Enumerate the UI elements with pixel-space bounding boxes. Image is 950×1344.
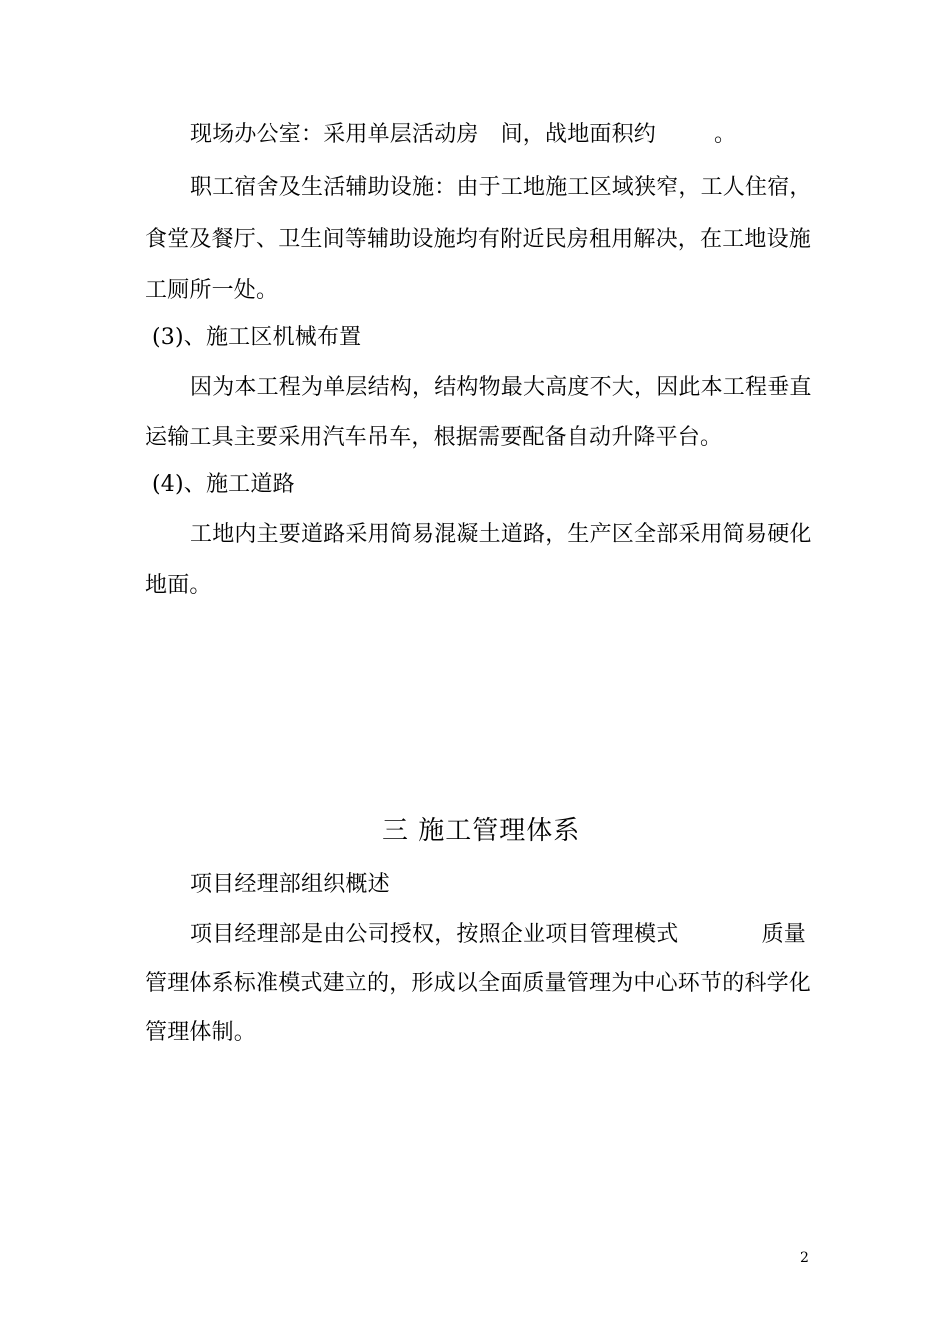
machinery-line-2: 运输工具主要采用汽车吊车，根据需要配备自动升降平台。 xyxy=(145,425,723,450)
management-text-a: 项目经理部是由公司授权，按照企业项目管理模式 xyxy=(190,922,679,947)
road-line-1: 工地内主要道路采用简易混凝土道路，生产区全部采用简易硬化 xyxy=(190,522,812,547)
section-subtitle: 项目经理部组织概述 xyxy=(190,872,390,897)
office-text-b: 间，战地面积约 xyxy=(500,122,657,147)
management-line-1 xyxy=(190,921,806,949)
road-line-2: 地面。 xyxy=(145,573,212,598)
section-title: 三 施工管理体系 xyxy=(382,816,581,846)
office-text-c: 。 xyxy=(714,122,737,147)
office-text-a: 现场办公室：采用单层活动房 xyxy=(190,122,479,147)
office-line xyxy=(190,121,736,149)
management-text-b: 质量 xyxy=(761,922,806,947)
management-line-2: 管理体系标准模式建立的，形成以全面质量管理为中心环节的科学化 xyxy=(145,971,812,996)
dormitory-line-3: 工厕所一处。 xyxy=(145,278,279,303)
dormitory-line-2: 食堂及餐厅、卫生间等辅助设施均有附近民房租用解决，在工地设施 xyxy=(145,227,812,252)
management-line-3: 管理体制。 xyxy=(145,1020,257,1045)
road-heading: (4)、施工道路 xyxy=(152,472,295,497)
machinery-line-1: 因为本工程为单层结构，结构物最大高度不大，因此本工程垂直 xyxy=(190,375,812,400)
machinery-heading: (3)、施工区机械布置 xyxy=(152,325,362,350)
page-number: 2 xyxy=(800,1250,809,1266)
dormitory-line-1: 职工宿舍及生活辅助设施：由于工地施工区域狭窄，工人住宿， xyxy=(190,175,812,200)
